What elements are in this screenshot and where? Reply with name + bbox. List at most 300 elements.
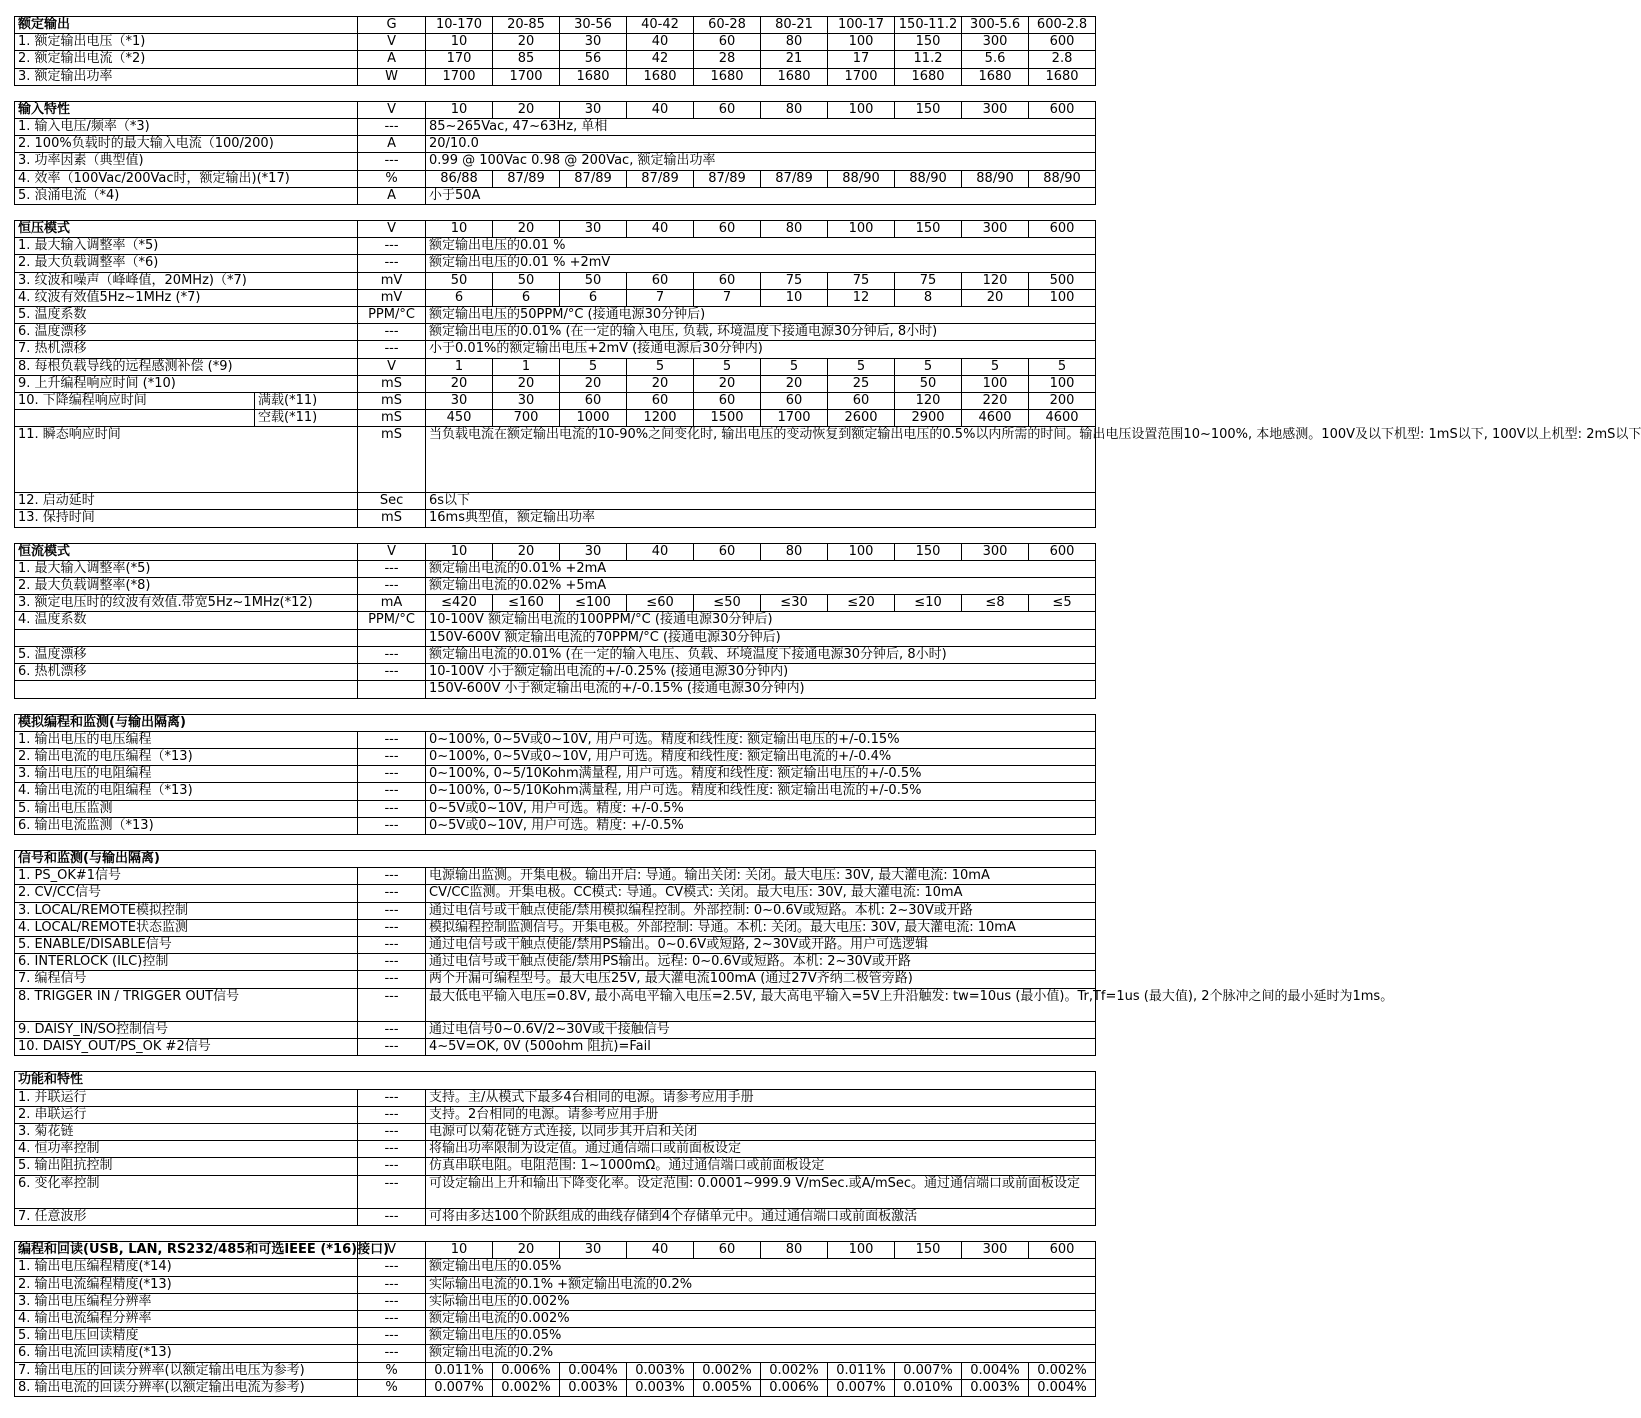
row-value: 75 [895,272,962,289]
row-label: 1. 输入电压/频率（*3) [15,119,358,136]
row-value: 60 [694,393,761,410]
spec-row [15,783,1096,800]
row-value: 0.004% [560,1362,627,1379]
row-value: 100 [1029,289,1096,306]
row-label: 1. 输出电压编程精度(*14) [15,1259,358,1276]
row-text: 额定输出电压的0.01% (在一定的输入电压, 负载, 环境温度下接通电源30分钟后, 8小时) [426,324,1096,341]
row-value: 2.8 [1029,51,1096,68]
row-value: 50 [426,272,493,289]
row-label: 5. 输出电压监测 [15,800,358,817]
column-header: 80 [761,101,828,118]
column-header: 40 [627,101,694,118]
row-label [15,410,255,427]
row-label: 9. 上升编程响应时间 (*10) [15,375,358,392]
spec-row [15,1123,1096,1140]
column-header: 100-17 [828,17,895,34]
row-label: 4. LOCAL/REMOTE状态监测 [15,919,358,936]
spec-table [14,1071,1096,1226]
row-value: 100 [1029,375,1096,392]
row-value: 60 [627,272,694,289]
row-unit: --- [358,664,426,681]
spec-row [15,68,1096,85]
spec-row [15,153,1096,170]
row-text: 实际输出电压的0.002% [426,1293,1096,1310]
column-header: 150 [895,101,962,118]
row-text: 额定输出电压的0.01 % +2mV [426,255,1096,272]
row-label: 2. 额定输出电流（*2) [15,51,358,68]
row-value: 5 [560,358,627,375]
row-unit: --- [358,1310,426,1327]
row-label: 6. 温度漂移 [15,324,358,341]
row-label: 5. 输出阻抗控制 [15,1158,358,1175]
row-label: 1. 并联运行 [15,1089,358,1106]
row-value: 12 [828,289,895,306]
spec-row [15,238,1096,255]
row-value: 10 [761,289,828,306]
row-value: 0.002% [493,1379,560,1396]
row-value: ≤60 [627,595,694,612]
row-unit: --- [358,1021,426,1038]
row-label: 2. 100%负载时的最大输入电流（100/200) [15,136,358,153]
section-unit: V [358,543,426,560]
row-unit: --- [358,1089,426,1106]
row-value: 86/88 [426,170,493,187]
row-text: 10-100V 小于额定输出电流的+/-0.25% (接通电源30分钟内) [426,664,1096,681]
row-value: 50 [895,375,962,392]
spec-row [15,1276,1096,1293]
row-unit: --- [358,954,426,971]
section-unit: V [358,1242,426,1259]
section-header-row [15,221,1096,238]
row-unit: --- [358,1345,426,1362]
row-text: 0~100%, 0~5/10Kohm满量程, 用户可选。精度和线性度: 额定输出电流的+/-0.5% [426,783,1096,800]
column-header: 150 [895,221,962,238]
column-header: 100 [828,101,895,118]
row-value: 0.002% [694,1362,761,1379]
section-title: 输入特性 [15,101,358,118]
row-value: 60 [560,393,627,410]
row-value: 0.006% [493,1362,560,1379]
spec-table [14,543,1096,699]
row-value: ≤20 [828,595,895,612]
row-unit [358,629,426,646]
column-header: 300 [962,1242,1029,1259]
row-value: 0.007% [828,1379,895,1396]
row-value: 10 [426,34,493,51]
column-header: 80 [761,221,828,238]
row-label: 1. 最大输入调整率（*5) [15,238,358,255]
row-unit: --- [358,800,426,817]
row-value: 1700 [828,68,895,85]
column-header: 600 [1029,221,1096,238]
spec-row [15,324,1096,341]
row-unit: --- [358,868,426,885]
row-value: 20 [560,375,627,392]
spec-row [15,255,1096,272]
row-value: 2600 [828,410,895,427]
row-unit: --- [358,817,426,834]
row-value: 1 [426,358,493,375]
row-value: 0.002% [1029,1362,1096,1379]
row-unit: % [358,170,426,187]
column-header: 100 [828,221,895,238]
row-unit: mV [358,272,426,289]
column-header: 80 [761,1242,828,1259]
row-unit: mS [358,393,426,410]
spec-row [15,1345,1096,1362]
row-label: 6. 热机漂移 [15,664,358,681]
row-text: 10-100V 额定输出电流的100PPM/°C (接通电源30分钟后) [426,612,1096,629]
column-header: 300 [962,543,1029,560]
row-value: 42 [627,51,694,68]
row-value: 50 [493,272,560,289]
row-value: 300 [962,34,1029,51]
row-text: 实际输出电流的0.1% +额定输出电流的0.2% [426,1276,1096,1293]
row-value: 0.004% [1029,1379,1096,1396]
row-sublabel: 空载(*11) [255,410,358,427]
row-value: 0.011% [426,1362,493,1379]
row-value: 88/90 [962,170,1029,187]
row-value: 88/90 [828,170,895,187]
row-value: 80 [761,34,828,51]
column-header: 40 [627,1242,694,1259]
spec-row [15,170,1096,187]
section-title: 恒压模式 [15,221,358,238]
spec-row [15,289,1096,306]
column-header: 60 [694,1242,761,1259]
row-label: 5. 输出电压回读精度 [15,1328,358,1345]
row-label: 7. 热机漂移 [15,341,358,358]
column-header: 10-170 [426,17,493,34]
row-value: 85 [493,51,560,68]
section-header-row [15,850,1096,867]
row-text: 额定输出电流的0.02% +5mA [426,578,1096,595]
row-unit: mA [358,595,426,612]
row-value: 87/89 [761,170,828,187]
spec-row [15,510,1096,527]
column-header: 600 [1029,1242,1096,1259]
row-label: 8. 每根负载导线的远程感测补偿 (*9) [15,358,358,375]
row-value: 75 [761,272,828,289]
section-header-row [15,714,1096,731]
row-value: 60 [828,393,895,410]
column-header: 600-2.8 [1029,17,1096,34]
spec-row [15,748,1096,765]
row-unit: --- [358,902,426,919]
row-label: 4. 输出电流编程分辨率 [15,1310,358,1327]
row-value: 21 [761,51,828,68]
spec-row [15,427,1096,493]
column-header: 100 [828,543,895,560]
row-text: 两个开漏可编程型号。最大电压25V, 最大灌电流100mA (通过27V齐纳二极管旁路) [426,971,1096,988]
row-text: 150V-600V 小于额定输出电流的+/-0.15% (接通电源30分钟内) [426,681,1096,698]
row-text: 0~100%, 0~5V或0~10V, 用户可选。精度和线性度: 额定输出电压的+/-0.15% [426,731,1096,748]
column-header: 10 [426,101,493,118]
row-label: 2. 最大负载调整率（*6) [15,255,358,272]
spec-row [15,375,1096,392]
row-text: 通过电信号0~0.6V/2~30V或干接触信号 [426,1021,1096,1038]
row-label [15,681,358,698]
row-value: 5 [828,358,895,375]
row-unit: --- [358,1158,426,1175]
row-label: 12. 启动延时 [15,493,358,510]
section-unit: V [358,101,426,118]
column-header: 300-5.6 [962,17,1029,34]
column-header: 60 [694,101,761,118]
spec-table [14,850,1394,1056]
column-header: 30-56 [560,17,627,34]
row-value: 20 [962,289,1029,306]
row-label: 3. 菊花链 [15,1123,358,1140]
column-header: 80-21 [761,17,828,34]
row-label [15,629,358,646]
row-value: 30 [560,34,627,51]
row-value: 87/89 [694,170,761,187]
spec-row [15,1259,1096,1276]
row-label: 4. 输出电流的电阻编程（*13) [15,783,358,800]
row-unit: --- [358,919,426,936]
row-unit: --- [358,1106,426,1123]
spec-row [15,578,1096,595]
row-value: 1680 [1029,68,1096,85]
row-text: 通过电信号或干触点使能/禁用PS输出。远程: 0~0.6V或短路。本机: 2~30V或开路 [426,954,1096,971]
row-unit: --- [358,255,426,272]
row-unit: --- [358,1175,426,1208]
row-unit: --- [358,324,426,341]
row-label: 1. 输出电压的电压编程 [15,731,358,748]
row-label: 7. 任意波形 [15,1208,358,1225]
row-text: 85~265Vac, 47~63Hz, 单相 [426,119,1096,136]
spec-row [15,1328,1096,1345]
row-label: 7. 输出电压的回读分辨率(以额定输出电压为参考) [15,1362,358,1379]
row-value: 6 [560,289,627,306]
row-value: 0.002% [761,1362,828,1379]
row-text: 额定输出电流的0.2% [426,1345,1096,1362]
spec-row [15,1141,1096,1158]
row-value: 100 [962,375,1029,392]
row-text: 额定输出电压的0.01 % [426,238,1096,255]
row-value: 20 [694,375,761,392]
row-label: 5. 浪涌电流（*4) [15,187,358,204]
row-label: 4. 效率（100Vac/200Vac时，额定输出)(*17) [15,170,358,187]
spec-row [15,919,1096,936]
row-value: 1000 [560,410,627,427]
row-text: 额定输出电流的0.002% [426,1310,1096,1327]
row-value: ≤50 [694,595,761,612]
row-value: 87/89 [493,170,560,187]
row-value: 5.6 [962,51,1029,68]
row-value: 0.006% [761,1379,828,1396]
row-unit: --- [358,153,426,170]
row-unit: --- [358,1208,426,1225]
row-unit: --- [358,748,426,765]
row-value: ≤100 [560,595,627,612]
row-value: 150 [895,34,962,51]
column-header: 40-42 [627,17,694,34]
spec-table [14,1241,1096,1397]
row-value: 120 [962,272,1029,289]
column-header: 40 [627,543,694,560]
row-text: 可将由多达100个阶跃组成的曲线存储到4个存储单元中。通过通信端口或前面板激活 [426,1208,1096,1225]
row-unit: --- [358,766,426,783]
column-header: 30 [560,543,627,560]
column-header: 600 [1029,543,1096,560]
row-value: 0.003% [560,1379,627,1396]
row-text: 0~100%, 0~5/10Kohm满量程, 用户可选。精度和线性度: 额定输出电压的+/-0.5% [426,766,1096,783]
spec-row [15,1379,1096,1396]
row-unit: PPM/°C [358,612,426,629]
spec-row [15,971,1096,988]
column-header: 20 [493,1242,560,1259]
row-text: CV/CC监测。开集电极。CC模式: 导通。CV模式: 关闭。最大电压: 30V, 最大灌电流: 10mA [426,885,1096,902]
row-value: 0.003% [962,1379,1029,1396]
row-value: 0.003% [627,1379,694,1396]
row-text: 额定输出电压的0.05% [426,1259,1096,1276]
row-text: 0~5V或0~10V, 用户可选。精度: +/-0.5% [426,817,1096,834]
section-title: 编程和回读(USB, LAN, RS232/485和可选IEEE (*16)接口) [15,1242,358,1259]
spec-row [15,868,1096,885]
row-sublabel: 满载(*11) [255,393,358,410]
row-text: 6s以下 [426,493,1096,510]
row-value: 17 [828,51,895,68]
row-unit: V [358,358,426,375]
row-unit: % [358,1379,426,1396]
column-header: 300 [962,101,1029,118]
row-value: 220 [962,393,1029,410]
row-value: 170 [426,51,493,68]
row-value: 5 [694,358,761,375]
spec-row [15,560,1096,577]
row-label: 6. INTERLOCK (ILC)控制 [15,954,358,971]
row-unit: mS [358,410,426,427]
row-unit: --- [358,971,426,988]
spec-row [15,51,1096,68]
row-text: 0.99 @ 100Vac 0.98 @ 200Vac, 额定输出功率 [426,153,1096,170]
row-unit: --- [358,1293,426,1310]
row-value: 1700 [426,68,493,85]
spec-row [15,1021,1096,1038]
row-text: 通过电信号或干触点使能/禁用PS输出。0~0.6V或短路, 2~30V或开路。用户可选逻辑 [426,936,1096,953]
row-text: 0~5V或0~10V, 用户可选。精度: +/-0.5% [426,800,1096,817]
spec-row [15,612,1096,629]
row-unit: V [358,34,426,51]
spec-row [15,817,1096,834]
spec-row [15,731,1096,748]
column-header: 80 [761,543,828,560]
row-value: 87/89 [560,170,627,187]
row-unit: --- [358,885,426,902]
row-value: 30 [493,393,560,410]
row-text: 150V-600V 额定输出电流的70PPM/°C (接通电源30分钟后) [426,629,1096,646]
row-label: 1. 额定输出电压（*1) [15,34,358,51]
row-value: 60 [694,34,761,51]
spec-row [15,493,1096,510]
spec-row [15,1158,1096,1175]
section-title: 额定输出 [15,17,358,34]
row-value: 20 [493,375,560,392]
row-value: 30 [426,393,493,410]
row-unit: --- [358,238,426,255]
spec-row [15,595,1096,612]
row-label: 8. 输出电流的回读分辨率(以额定输出电流为参考) [15,1379,358,1396]
row-label: 3. 输出电压编程分辨率 [15,1293,358,1310]
row-text: 仿真串联电阻。电阻范围: 1~1000mΩ。通过通信端口或前面板设定 [426,1158,1096,1175]
row-value: 88/90 [1029,170,1096,187]
spec-table [14,101,1096,205]
row-unit: mS [358,510,426,527]
row-value: ≤30 [761,595,828,612]
row-text: 额定输出电压的0.05% [426,1328,1096,1345]
row-label: 5. ENABLE/DISABLE信号 [15,936,358,953]
row-value: 1680 [627,68,694,85]
spec-row [15,34,1096,51]
section-header-row [15,101,1096,118]
row-unit: --- [358,1259,426,1276]
row-value: 0.003% [627,1362,694,1379]
column-header: 30 [560,221,627,238]
column-header: 40 [627,221,694,238]
row-value: 75 [828,272,895,289]
column-header: 150-11.2 [895,17,962,34]
row-text: 当负载电流在额定输出电流的10-90%之间变化时, 输出电压的变动恢复到额定输出电压的0.5%以内所需的时间。输出电压设置范围10~100%, 本地感测。100V及以下机型: 1mS以下, 100V以上机型: 2mS以下 [426,427,1096,493]
row-value: 40 [627,34,694,51]
column-header: 100 [828,1242,895,1259]
spec-table [14,714,1096,835]
spec-row [15,1039,1096,1056]
row-text: 4~5V=OK, 0V (500ohm 阻抗)=Fail [426,1039,1096,1056]
row-value: 20 [627,375,694,392]
section-title: 功能和特性 [15,1072,1096,1089]
section-title: 信号和监测(与输出隔离) [15,850,1096,867]
row-unit: mS [358,427,426,493]
row-label: 6. 输出电流回读精度(*13) [15,1345,358,1362]
row-label: 3. 额定输出功率 [15,68,358,85]
row-label: 2. 最大负载调整率(*8) [15,578,358,595]
spec-row [15,187,1096,204]
spec-row [15,307,1096,324]
column-header: 30 [560,1242,627,1259]
section-header-row [15,1072,1096,1089]
row-value: 4600 [962,410,1029,427]
row-unit: --- [358,1276,426,1293]
row-text: 0~100%, 0~5V或0~10V, 用户可选。精度和线性度: 额定输出电流的+/-0.4% [426,748,1096,765]
row-label: 2. CV/CC信号 [15,885,358,902]
row-unit: mV [358,289,426,306]
spec-row [15,1208,1096,1225]
row-value: ≤5 [1029,595,1096,612]
row-label: 3. 功率因素（典型值) [15,153,358,170]
section-header-row [15,543,1096,560]
row-text: 小于50A [426,187,1096,204]
column-header: 20-85 [493,17,560,34]
row-label: 2. 串联运行 [15,1106,358,1123]
row-value: 8 [895,289,962,306]
row-value: 0.007% [895,1362,962,1379]
row-unit: mS [358,375,426,392]
row-label: 5. 温度系数 [15,307,358,324]
row-value: 1700 [761,410,828,427]
section-title: 恒流模式 [15,543,358,560]
row-label: 13. 保持时间 [15,510,358,527]
spec-row [15,681,1096,698]
row-unit: PPM/°C [358,307,426,324]
row-value: 5 [962,358,1029,375]
section-header-row [15,1242,1096,1259]
column-header: 60-28 [694,17,761,34]
row-value: 20 [493,34,560,51]
row-text: 支持。主/从模式下最多4台相同的电源。请参考应用手册 [426,1089,1096,1106]
section-unit: G [358,17,426,34]
